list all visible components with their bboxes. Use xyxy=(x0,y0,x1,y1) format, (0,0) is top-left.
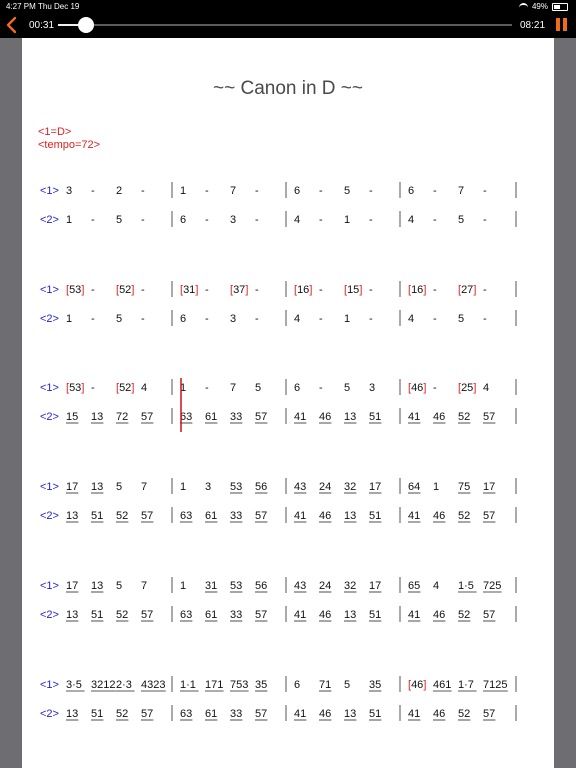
note: 31 xyxy=(205,580,218,592)
note: 5 xyxy=(116,313,123,325)
note: [53] xyxy=(66,382,85,394)
rest-dash: - xyxy=(141,214,145,226)
rest-dash: - xyxy=(205,313,209,325)
back-chevron-icon[interactable] xyxy=(5,16,19,34)
note: 17 xyxy=(66,481,79,493)
note: [52] xyxy=(116,382,135,394)
note: 52 xyxy=(116,609,129,621)
note: 5 xyxy=(458,214,465,226)
note: 41 xyxy=(294,708,307,720)
note: 3 xyxy=(230,214,237,226)
seek-slider[interactable] xyxy=(58,24,512,26)
note: 56 xyxy=(255,481,268,493)
note: 171 xyxy=(205,679,224,691)
rest-dash: - xyxy=(141,313,145,325)
note: 52 xyxy=(116,510,129,522)
rest-dash: - xyxy=(141,185,145,197)
note: 1·5 xyxy=(458,580,474,592)
rest-dash: - xyxy=(433,313,437,325)
note: 53 xyxy=(230,481,243,493)
rest-dash: - xyxy=(369,284,373,296)
note: 7 xyxy=(141,580,148,592)
note: 57 xyxy=(141,708,154,720)
note: [52] xyxy=(116,284,135,296)
rest-dash: - xyxy=(483,185,487,197)
note: 13 xyxy=(91,481,104,493)
note: 46 xyxy=(319,609,332,621)
note: 46 xyxy=(319,510,332,522)
voice-label-1: <1> xyxy=(40,284,59,296)
note: 4323 xyxy=(141,679,166,691)
note: 3 xyxy=(66,185,73,197)
rest-dash: - xyxy=(319,284,323,296)
note: [37] xyxy=(230,284,249,296)
note: 13 xyxy=(66,609,79,621)
note: 1 xyxy=(180,580,187,592)
pause-icon[interactable] xyxy=(556,18,568,32)
note: 51 xyxy=(91,708,104,720)
note: 46 xyxy=(433,510,446,522)
note: 53 xyxy=(230,580,243,592)
note: 41 xyxy=(408,510,421,522)
rest-dash: - xyxy=(319,382,323,394)
note: 13 xyxy=(344,510,357,522)
note: 7 xyxy=(230,185,237,197)
note: [25] xyxy=(458,382,477,394)
note: 1 xyxy=(433,481,440,493)
note: 4 xyxy=(433,580,440,592)
rest-dash: - xyxy=(255,313,259,325)
note: 2·3 xyxy=(116,679,132,691)
note: [16] xyxy=(408,284,427,296)
note: 6 xyxy=(180,313,187,325)
voice-label-2: <2> xyxy=(40,708,59,720)
note: 52 xyxy=(458,411,471,423)
note: 51 xyxy=(91,609,104,621)
note: 1·1 xyxy=(180,679,196,691)
note: 4 xyxy=(294,313,301,325)
note: 1 xyxy=(180,382,187,394)
note: 6 xyxy=(294,679,301,691)
note: 5 xyxy=(255,382,262,394)
rest-dash: - xyxy=(91,382,95,394)
player-top-bar xyxy=(0,0,576,38)
rest-dash: - xyxy=(369,313,373,325)
note: 13 xyxy=(91,580,104,592)
note: 71 xyxy=(319,679,332,691)
note: 1 xyxy=(180,185,187,197)
note: 5 xyxy=(458,313,465,325)
note: [53] xyxy=(66,284,85,296)
rest-dash: - xyxy=(255,284,259,296)
note: 57 xyxy=(255,411,268,423)
note: 46 xyxy=(433,708,446,720)
note: 7 xyxy=(141,481,148,493)
voice-label-2: <2> xyxy=(40,609,59,621)
note: 41 xyxy=(294,510,307,522)
rest-dash: - xyxy=(205,185,209,197)
note: 17 xyxy=(369,580,382,592)
note: 52 xyxy=(458,609,471,621)
note: 13 xyxy=(344,609,357,621)
note: 65 xyxy=(408,580,421,592)
rest-dash: - xyxy=(369,185,373,197)
total-time: 08:21 xyxy=(520,20,546,31)
note: 57 xyxy=(255,609,268,621)
note: 33 xyxy=(230,411,243,423)
score-title: ~~ Canon in D ~~ xyxy=(213,78,363,99)
note: 5 xyxy=(116,481,123,493)
note: 13 xyxy=(344,708,357,720)
voice-label-2: <2> xyxy=(40,510,59,522)
note: 17 xyxy=(483,481,496,493)
rest-dash: - xyxy=(205,284,209,296)
battery-percent: 49% xyxy=(531,2,548,11)
status-date: Thu Dec 19 xyxy=(38,2,80,11)
note: 75 xyxy=(458,481,471,493)
playback-controls xyxy=(0,14,576,38)
battery-icon xyxy=(552,3,568,11)
note: 7 xyxy=(458,185,465,197)
note: 5 xyxy=(344,185,351,197)
note: 43 xyxy=(294,481,307,493)
note: 13 xyxy=(66,510,79,522)
note: [27] xyxy=(458,284,477,296)
note: 461 xyxy=(433,679,452,691)
note: 72 xyxy=(116,411,129,423)
note: 3212 xyxy=(91,679,116,691)
note: 52 xyxy=(116,708,129,720)
note: 6 xyxy=(294,382,301,394)
voice-label-1: <1> xyxy=(40,185,59,197)
note: 61 xyxy=(205,609,218,621)
note: 1 xyxy=(180,481,187,493)
rest-dash: - xyxy=(433,185,437,197)
rest-dash: - xyxy=(433,284,437,296)
note: 41 xyxy=(294,411,307,423)
note: 51 xyxy=(91,510,104,522)
rest-dash: - xyxy=(255,185,259,197)
note: 32 xyxy=(344,580,357,592)
note: 6 xyxy=(294,185,301,197)
note: 63 xyxy=(180,708,193,720)
note: 1 xyxy=(66,313,73,325)
rest-dash: - xyxy=(369,214,373,226)
rest-dash: - xyxy=(433,382,437,394)
note: 1·7 xyxy=(458,679,474,691)
note: 64 xyxy=(408,481,421,493)
rest-dash: - xyxy=(483,284,487,296)
note: 3 xyxy=(205,481,212,493)
note: 5 xyxy=(116,580,123,592)
voice-label-1: <1> xyxy=(40,580,59,592)
note: 35 xyxy=(255,679,268,691)
note: 57 xyxy=(483,609,496,621)
note: 4 xyxy=(294,214,301,226)
note: 33 xyxy=(230,609,243,621)
note: 51 xyxy=(369,411,382,423)
note: 6 xyxy=(180,214,187,226)
note: 753 xyxy=(230,679,249,691)
note: 41 xyxy=(408,609,421,621)
note: 3 xyxy=(230,313,237,325)
note: 7125 xyxy=(483,679,508,691)
note: 17 xyxy=(66,580,79,592)
note: 46 xyxy=(433,411,446,423)
rest-dash: - xyxy=(91,313,95,325)
note: 56 xyxy=(255,580,268,592)
voice-label-1: <1> xyxy=(40,679,59,691)
note: 57 xyxy=(141,411,154,423)
note: 57 xyxy=(141,609,154,621)
note: 24 xyxy=(319,580,332,592)
note: 57 xyxy=(483,411,496,423)
note: 3·5 xyxy=(66,679,82,691)
note: 4 xyxy=(408,313,415,325)
note: 1 xyxy=(66,214,73,226)
note: 57 xyxy=(483,708,496,720)
note: 63 xyxy=(180,609,193,621)
rest-dash: - xyxy=(483,313,487,325)
note: [46] xyxy=(408,679,427,691)
note: 52 xyxy=(458,510,471,522)
rest-dash: - xyxy=(91,284,95,296)
note: 61 xyxy=(205,411,218,423)
note: 4 xyxy=(141,382,148,394)
note: 17 xyxy=(369,481,382,493)
note: 33 xyxy=(230,510,243,522)
tempo-marking: <tempo=72> xyxy=(38,139,101,151)
note: 5 xyxy=(116,214,123,226)
note: 46 xyxy=(433,609,446,621)
voice-label-2: <2> xyxy=(40,214,59,226)
note: 4 xyxy=(408,214,415,226)
note: 41 xyxy=(294,609,307,621)
rest-dash: - xyxy=(319,185,323,197)
note: 2 xyxy=(116,185,123,197)
voice-label-2: <2> xyxy=(40,411,59,423)
rest-dash: - xyxy=(91,185,95,197)
rest-dash: - xyxy=(205,382,209,394)
note: 57 xyxy=(255,510,268,522)
note: 41 xyxy=(408,708,421,720)
seek-thumb[interactable] xyxy=(78,17,94,33)
rest-dash: - xyxy=(141,284,145,296)
note: 52 xyxy=(458,708,471,720)
key-signature: <1=D> xyxy=(38,126,72,138)
note: [31] xyxy=(180,284,199,296)
score-notation xyxy=(22,38,554,768)
note: 13 xyxy=(91,411,104,423)
note: 57 xyxy=(255,708,268,720)
note: [16] xyxy=(294,284,313,296)
note: 7 xyxy=(230,382,237,394)
note: 725 xyxy=(483,580,502,592)
rest-dash: - xyxy=(91,214,95,226)
note: 61 xyxy=(205,510,218,522)
note: 24 xyxy=(319,481,332,493)
note: 1 xyxy=(344,313,351,325)
note: 4 xyxy=(483,382,490,394)
voice-label-1: <1> xyxy=(40,382,59,394)
note: 46 xyxy=(319,708,332,720)
note: 5 xyxy=(344,679,351,691)
note: 41 xyxy=(408,411,421,423)
rest-dash: - xyxy=(319,214,323,226)
note: 57 xyxy=(141,510,154,522)
note: 15 xyxy=(66,411,79,423)
note: 46 xyxy=(319,411,332,423)
note: 35 xyxy=(369,679,382,691)
note: 1 xyxy=(344,214,351,226)
note: 63 xyxy=(180,411,193,423)
rest-dash: - xyxy=(433,214,437,226)
note: 61 xyxy=(205,708,218,720)
note: 51 xyxy=(369,708,382,720)
rest-dash: - xyxy=(319,313,323,325)
sheet-page xyxy=(22,38,554,768)
note: 5 xyxy=(344,382,351,394)
note: 51 xyxy=(369,510,382,522)
elapsed-time: 00:31 xyxy=(29,20,55,31)
status-indicators xyxy=(519,2,568,11)
rest-dash: - xyxy=(255,214,259,226)
rest-dash: - xyxy=(205,214,209,226)
voice-label-2: <2> xyxy=(40,313,59,325)
note: 51 xyxy=(369,609,382,621)
note: [15] xyxy=(344,284,363,296)
note: 57 xyxy=(483,510,496,522)
note: 6 xyxy=(408,185,415,197)
status-time: 4:27 PM xyxy=(6,2,36,11)
wifi-icon xyxy=(519,3,528,11)
note: 32 xyxy=(344,481,357,493)
note: 13 xyxy=(344,411,357,423)
note: 33 xyxy=(230,708,243,720)
rest-dash: - xyxy=(483,214,487,226)
note: 63 xyxy=(180,510,193,522)
note: [46] xyxy=(408,382,427,394)
status-bar xyxy=(0,0,576,12)
note: 13 xyxy=(66,708,79,720)
voice-label-1: <1> xyxy=(40,481,59,493)
note: 3 xyxy=(369,382,376,394)
note: 43 xyxy=(294,580,307,592)
